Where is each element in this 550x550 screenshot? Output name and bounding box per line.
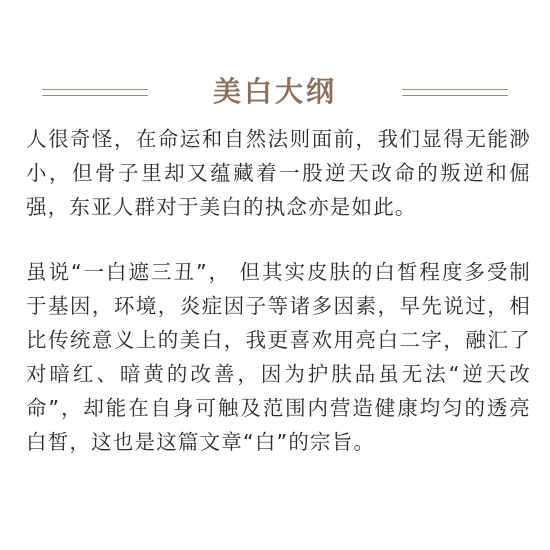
rule-line: [402, 95, 508, 96]
section-title: 美白大纲: [212, 75, 337, 108]
section-header: [0, 72, 550, 112]
paragraph-brightening: 虽说“一白遮三丑”， 但其实皮肤的白皙程度多受制于基因，环境，炎症因子等诸多因素，早先说过，相比传统意义上的美白，我更喜欢用亮白二字，融汇了对暗红、暗黄的改善，因为护肤品虽无法“逆天改命”，却能在自身可触及范围内营造健康均匀的透亮白皙，这也是这篇文章“白”的宗旨。: [26, 260, 531, 454]
right-double-rule: [402, 87, 508, 99]
paragraph-intro: 人很奇怪，在命运和自然法则面前，我们显得无能渺小，但骨子里却又蕴藏着一股逆天改命的叛逆和倔强，东亚人群对于美白的执念亦是如此。: [26, 127, 531, 219]
rule-line: [402, 89, 508, 90]
